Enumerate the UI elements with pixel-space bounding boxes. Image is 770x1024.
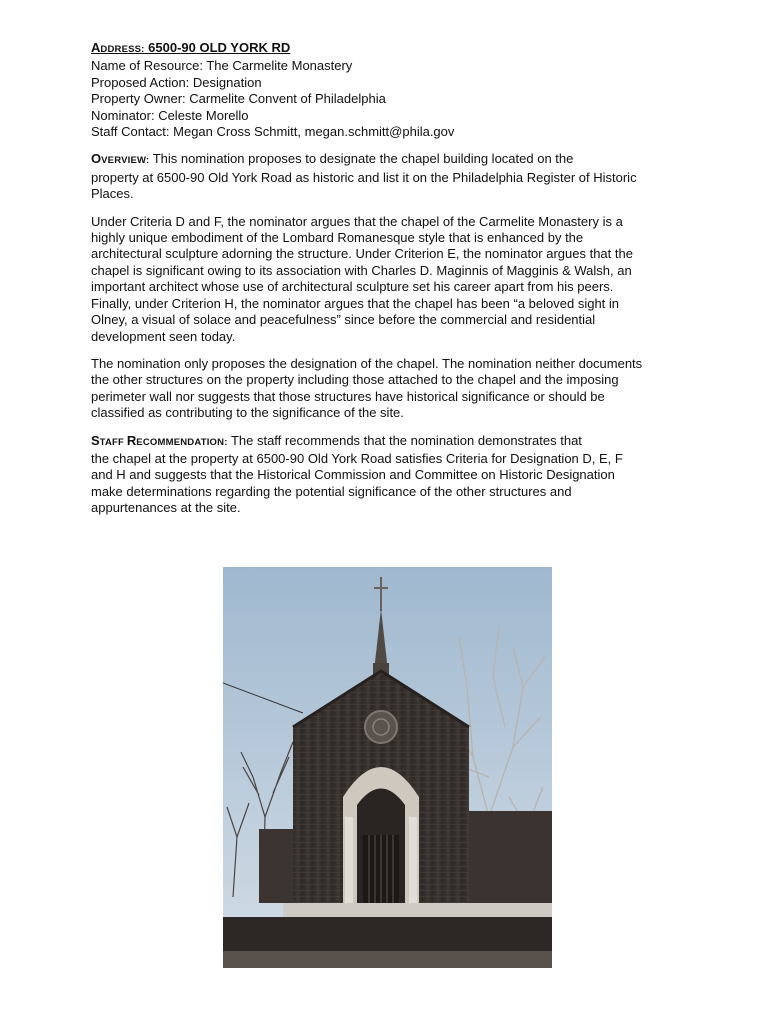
- paragraph-line: the other structures on the property including those attached to the chapel and the imposing: [91, 372, 619, 388]
- overview-line: This nomination proposes to designate the chapel building located on the: [149, 151, 574, 167]
- paragraph-line: classified as contributing to the significance of the site.: [91, 405, 404, 421]
- recommendation-section: STAFF RECOMMENDATION: The staff recommends that the nomination demonstrates that the chapel at the property at 6500-90 Old York Road satisfies Criteria for Designation D, E, F and H and suggests that the Historical Commission and Committee on Historic Designation make determinations regarding the potential significance of the other structures and appurtenances at the site.: [91, 433, 691, 517]
- recommendation-line: and H and suggests that the Historical Commission and Committee on Historic Designation: [91, 467, 615, 483]
- paragraph-line: important architect whose use of architectural sculpture set his career apart from his peers.: [91, 279, 614, 295]
- paragraph-line: perimeter wall nor suggests that those structures have historical significance or should be: [91, 388, 605, 404]
- address-value: 6500-90 OLD YORK RD: [148, 40, 291, 55]
- paragraph-line: Under Criteria D and F, the nominator argues that the chapel of the Carmelite Monastery is a: [91, 213, 623, 229]
- recommendation-line: The staff recommends that the nomination demonstrates that: [227, 432, 582, 448]
- criteria-paragraph: [91, 214, 691, 345]
- paragraph-line: development seen today.: [91, 328, 236, 344]
- address-line: [91, 40, 691, 58]
- recommendation-line: appurtenances at the site.: [91, 500, 241, 516]
- paragraph-line: architectural sculpture adorning the structure. Under Criterion E, the nominator argues that the: [91, 246, 633, 262]
- document-page: [91, 40, 691, 517]
- paragraph-line: highly unique embodiment of the Lombard Romanesque style that is enhanced by the: [91, 230, 584, 246]
- scope-paragraph: [91, 356, 691, 422]
- overview-section: OVERVIEW: This nomination proposes to designate the chapel building located on the property at 6500-90 Old York Road as historic and list it on the Philadelphia Register of Historic Places.: [91, 151, 691, 202]
- resource-name: Name of Resource: The Carmelite Monastery: [91, 58, 353, 74]
- address-heading: ADDRESS: 6500-90 OLD YORK RD: [91, 40, 291, 55]
- nominator: Nominator: Celeste Morello: [91, 107, 249, 123]
- proposed-action: Proposed Action: Designation: [91, 74, 262, 90]
- overview-line: Places.: [91, 186, 134, 202]
- recommendation-line: make determinations regarding the potential significance of the other structures and: [91, 483, 572, 499]
- chapel-photo: [223, 567, 552, 968]
- paragraph-line: Finally, under Criterion H, the nominator argues that the chapel has been “a beloved sight in: [91, 295, 620, 311]
- paragraph-line: chapel is significant owing to its association with Charles D. Maginnis of Magginis & Walsh, an: [91, 262, 632, 278]
- recommendation-line: the chapel at the property at 6500-90 Old York Road satisfies Criteria for Designation D, E, F: [91, 450, 623, 466]
- paragraph-line: The nomination only proposes the designation of the chapel. The nomination neither documents: [91, 355, 643, 371]
- property-owner: Property Owner: Carmelite Convent of Philadelphia: [91, 91, 386, 107]
- staff-contact: Staff Contact: Megan Cross Schmitt, megan.schmitt@phila.gov: [91, 124, 455, 140]
- paragraph-line: Olney, a visual of solace and peacefulness” since before the commercial and residential: [91, 312, 596, 328]
- overview-line: property at 6500-90 Old York Road as historic and list it on the Philadelphia Register of Historic: [91, 169, 637, 185]
